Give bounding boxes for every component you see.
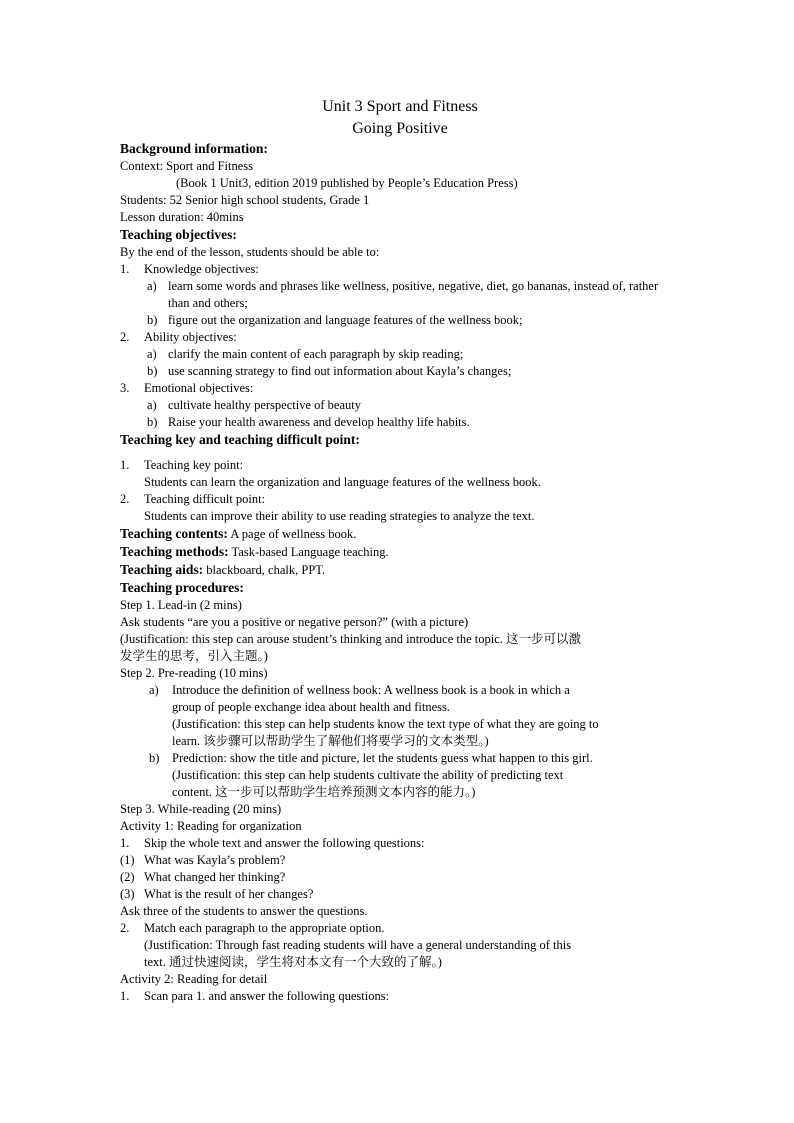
list-letter: a) (147, 347, 157, 361)
list-letter: b) (147, 415, 158, 429)
question-number: (1) (120, 853, 135, 867)
objectives-heading: Teaching objectives: (120, 227, 237, 242)
activity-item: Skip the whole text and answer the following questions: (144, 836, 425, 850)
list-number: 1. (120, 458, 130, 472)
justification-text: (Justification: this step can arouse student’s thinking and introduce the topic. 这一步可以激 (120, 632, 582, 646)
contents-label: Teaching contents: (120, 526, 228, 541)
context-source: (Book 1 Unit3, edition 2019 published by People’s Education Press) (176, 176, 518, 190)
step-item: a) Introduce the definition of wellness book: A wellness book is a book in which a group of people exchange idea about health and fitness. (Justification: this step can help students know the text type of what they are going to learn. 该步骤可以帮助学生了解他们将要学习的文本类型。) (149, 683, 599, 748)
step-heading: Step 2. Pre-reading (10 mins) (120, 666, 268, 680)
step-heading: Step 3. While-reading (20 mins) (120, 802, 282, 816)
objective-item: clarify the main content of each paragraph by skip reading; (168, 347, 464, 361)
list-letter: b) (147, 364, 158, 378)
list-number: 2. (120, 492, 130, 506)
activity-heading: Activity 2: Reading for detail (120, 972, 268, 986)
aids-line (120, 561, 680, 579)
objective-item: use scanning strategy to find out information about Kayla’s changes; (168, 364, 512, 378)
list-number: 2. (120, 921, 130, 935)
aids-label: Teaching aids: (120, 562, 204, 577)
activity-text: Ask three of the students to answer the questions. (120, 904, 368, 918)
list-number: 1. (120, 262, 130, 276)
list-letter: a) (147, 279, 157, 293)
list-letter: a) (147, 398, 157, 412)
activity-item: Scan para 1. and answer the following questions: (144, 989, 390, 1003)
document-title: Unit 3 Sport and Fitness (322, 98, 478, 115)
document-page (120, 96, 680, 1005)
objective-group (120, 329, 680, 380)
question-text: What is the result of her changes? (144, 887, 314, 901)
objective-item: learn some words and phrases like wellness, positive, negative, diet, go bananas, instead of, rather than and others; (168, 279, 659, 310)
justification-text: 发学生的思考，引入主题。) (120, 649, 268, 663)
question-text: What changed her thinking? (144, 870, 286, 884)
objectives-intro: By the end of the lesson, students should be able to: (120, 245, 380, 259)
list-letter: a) (149, 683, 159, 697)
duration-line: Lesson duration: 40mins (120, 210, 244, 224)
methods-text: Task-based Language teaching. (228, 545, 389, 559)
methods-line (120, 543, 680, 561)
objective-item: cultivate healthy perspective of beauty (168, 398, 361, 412)
activity-item: 2. Match each paragraph to the appropriate option. (Justification: Through fast reading students will have a general understanding of this text. 通过快速阅读，学生将对本文有一个大致的了解。) (120, 921, 572, 969)
objective-label: Emotional objectives: (144, 381, 254, 395)
list-letter: b) (149, 751, 160, 765)
question-number: (2) (120, 870, 135, 884)
objective-item: Raise your health awareness and develop healthy life habits. (168, 415, 470, 429)
context-line: Context: Sport and Fitness (120, 159, 253, 173)
key-point-label: Teaching difficult point: (144, 492, 266, 506)
step-item: b) Prediction: show the title and picture, let the students guess what happen to this girl. (Justification: this step can help students cultivate the ability of predicting text content. 这一步可以帮助学生培养预测文本内容的能力。) (149, 751, 593, 799)
step-text: Ask students “are you a positive or negative person?” (with a picture) (120, 615, 469, 629)
students-line: Students: 52 Senior high school students, Grade 1 (120, 193, 370, 207)
contents-text: A page of wellness book. (227, 527, 357, 541)
key-point-text: Students can learn the organization and language features of the wellness book. (144, 475, 541, 489)
objective-item: figure out the organization and language features of the wellness book; (168, 313, 523, 327)
list-number: 3. (120, 381, 130, 395)
key-point-text: Students can improve their ability to use reading strategies to analyze the text. (144, 509, 535, 523)
key-points-heading: Teaching key and teaching difficult point: (120, 432, 360, 447)
key-point-label: Teaching key point: (144, 458, 244, 472)
objective-label: Ability objectives: (144, 330, 237, 344)
objective-label: Knowledge objectives: (144, 262, 259, 276)
activity-heading: Activity 1: Reading for organization (120, 819, 302, 833)
question-text: What was Kayla’s problem? (144, 853, 286, 867)
list-letter: b) (147, 313, 158, 327)
aids-text: blackboard, chalk, PPT. (203, 563, 326, 577)
background-heading: Background information: (120, 141, 268, 156)
methods-label: Teaching methods: (120, 544, 229, 559)
objective-group (120, 380, 680, 431)
list-number: 1. (120, 836, 130, 850)
question-number: (3) (120, 887, 135, 901)
step-heading: Step 1. Lead-in (2 mins) (120, 598, 242, 612)
list-number: 2. (120, 330, 130, 344)
contents-line (120, 525, 680, 543)
list-number: 1. (120, 989, 130, 1003)
document-subtitle: Going Positive (352, 120, 448, 137)
objective-group (120, 261, 680, 329)
procedures-heading: Teaching procedures: (120, 580, 244, 595)
